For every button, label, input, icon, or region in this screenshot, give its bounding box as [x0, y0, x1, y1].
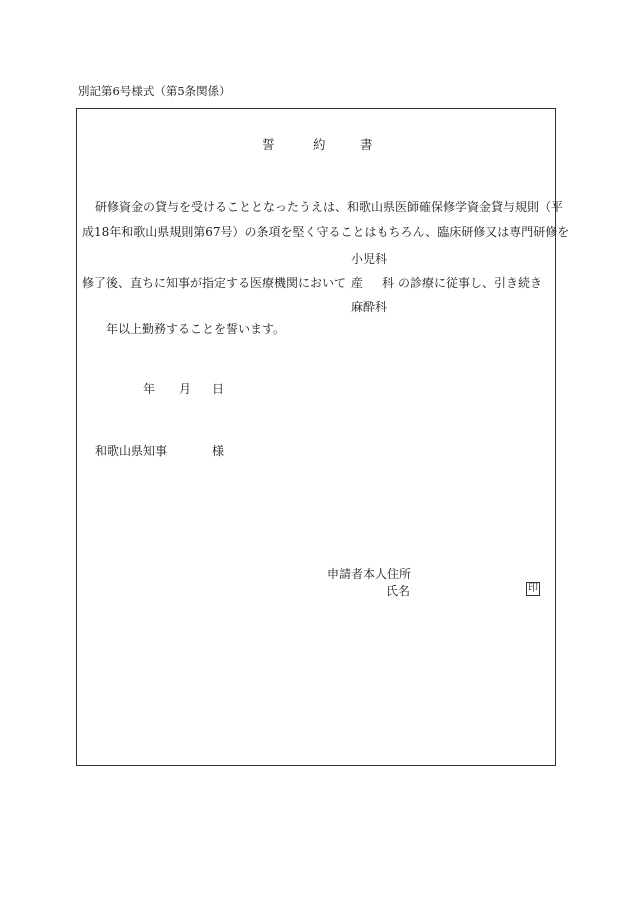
title-char-2: 約: [313, 137, 326, 152]
specialty-obstetrics: 産: [351, 276, 364, 290]
seal-mark: 印: [528, 583, 538, 594]
form-number-label: 別記第6号様式（第5条関係）: [78, 84, 231, 98]
title-char-3: 書: [360, 137, 373, 152]
specialty-pediatrics: 小児科: [351, 252, 388, 266]
pledge-text-line-3-end: の診療に従事し、引き続き: [398, 276, 543, 290]
applicant-address-label: 申請者本人住所: [327, 567, 412, 581]
date-month-label: 月: [179, 382, 192, 396]
pledge-text-line-3-start: 修了後、直ちに知事が指定する医療機関において: [82, 276, 347, 290]
specialty-obstetrics-suffix: 科: [382, 276, 395, 290]
honorific: 様: [212, 444, 225, 458]
applicant-name-label: 氏名: [386, 584, 411, 598]
date-year-label: 年: [143, 382, 156, 396]
addressee: 和歌山県知事: [95, 444, 168, 458]
date-day-label: 日: [212, 382, 225, 396]
title-char-1: 誓: [262, 137, 275, 152]
pledge-text-line-2: 成18年和歌山県規則第67号）の条項を堅く守ることはもちろん、臨床研修又は専門研修を: [82, 225, 570, 239]
pledge-text-line-4: 年以上勤務することを誓います。: [106, 322, 286, 336]
specialty-anesthesia: 麻酔科: [351, 300, 388, 314]
pledge-text-line-1: 研修資金の貸与を受けることとなったうえは、和歌山県医師確保修学資金貸与規則（平: [95, 200, 564, 214]
